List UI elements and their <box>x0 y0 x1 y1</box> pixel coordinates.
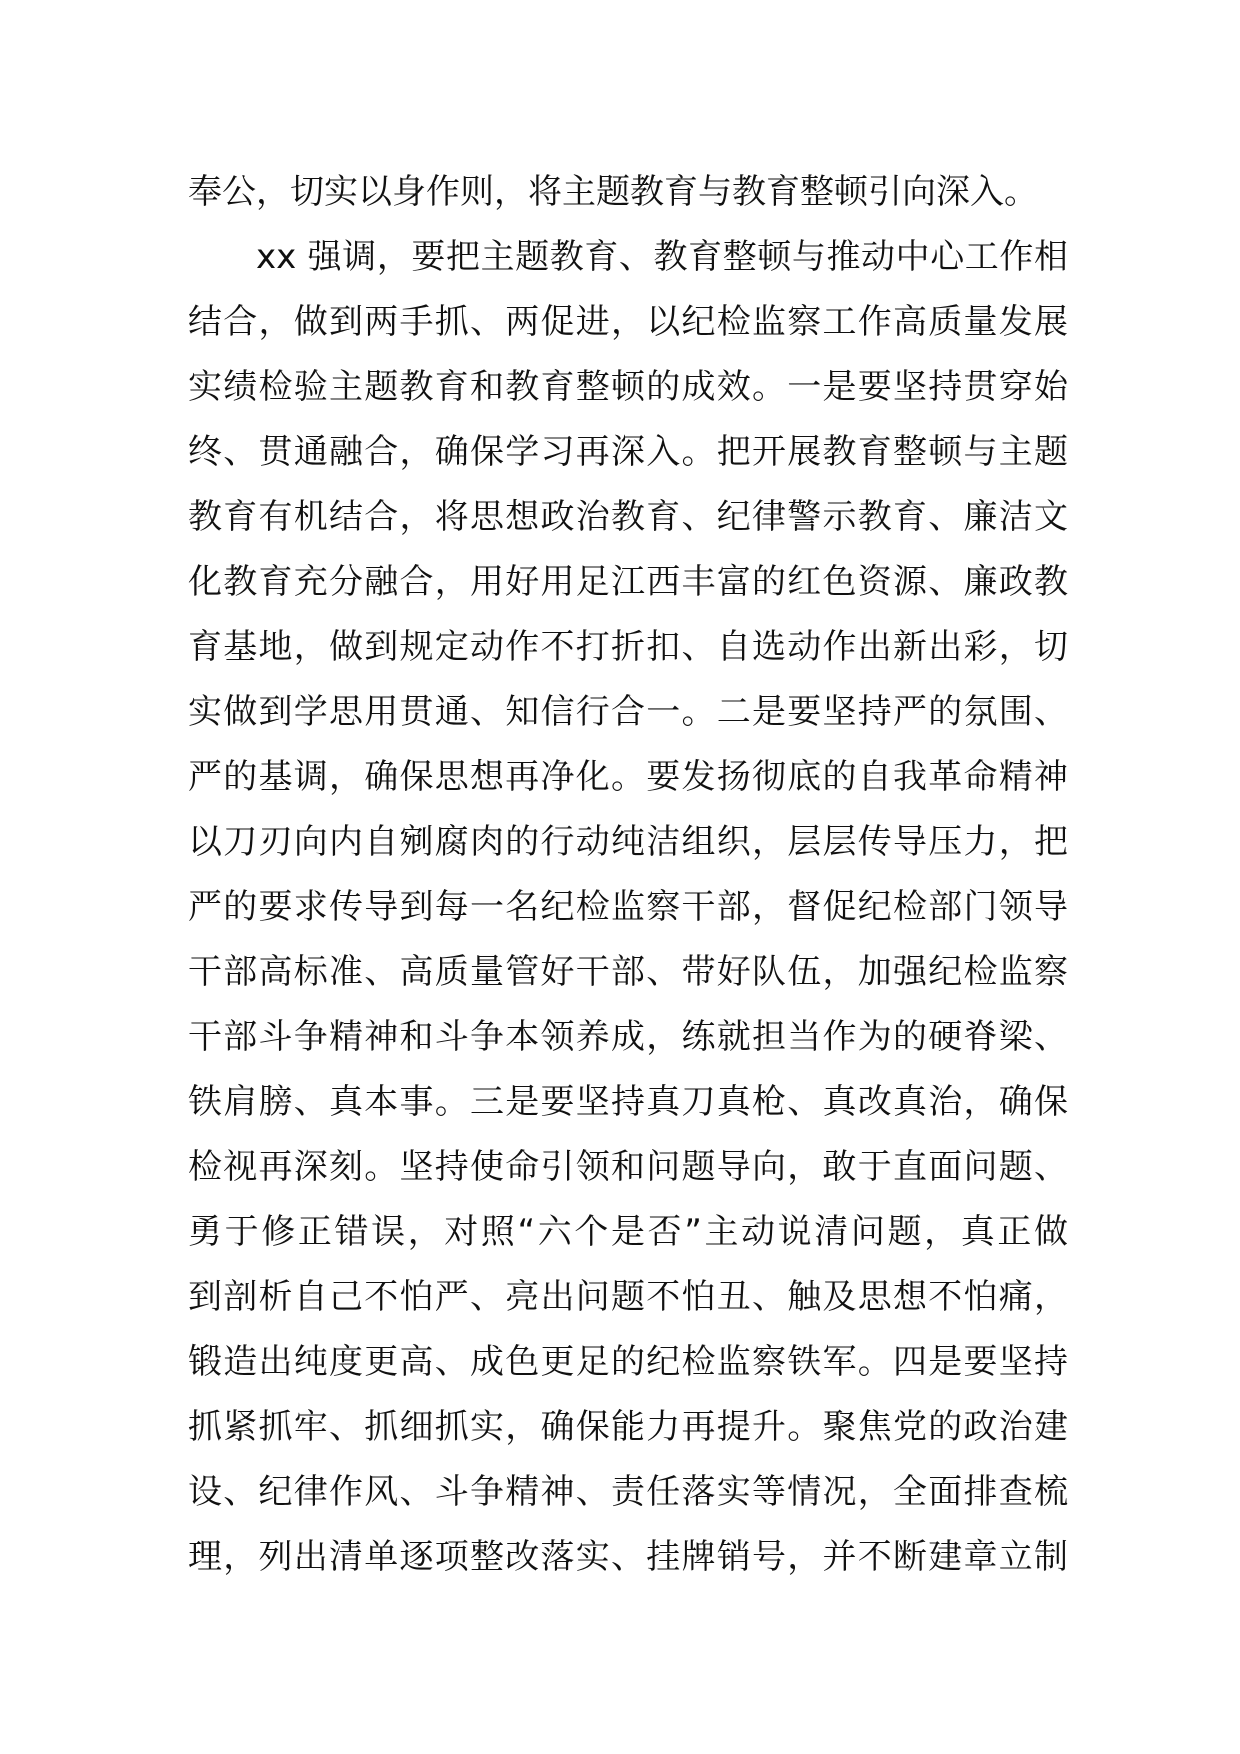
text-line: 教育有机结合，将思想政治教育、纪律警示教育、廉洁文 <box>188 497 1068 537</box>
text-line: xx 强调，要把主题教育、教育整顿与推动中心工作相 <box>256 237 1068 277</box>
text-line: 理，列出清单逐项整改落实、挂牌销号，并不断建章立制 <box>188 1537 1068 1577</box>
text-line: 检视再深刻。坚持使命引领和问题导向，敢于直面问题、 <box>188 1147 1068 1187</box>
text-line: 严的基调，确保思想再净化。要发扬彻底的自我革命精神 <box>188 757 1068 797</box>
text-line: 育基地，做到规定动作不打折扣、自选动作出新出彩，切 <box>188 627 1068 667</box>
text-line: 抓紧抓牢、抓细抓实，确保能力再提升。聚焦党的政治建 <box>188 1407 1068 1447</box>
text-line: 锻造出纯度更高、成色更足的纪检监察铁军。四是要坚持 <box>188 1342 1068 1382</box>
text-line: 设、纪律作风、斗争精神、责任落实等情况，全面排查梳 <box>188 1472 1068 1512</box>
text-line: 干部高标准、高质量管好干部、带好队伍，加强纪检监察 <box>188 952 1068 992</box>
text-line: 勇于修正错误，对照“六个是否”主动说清问题，真正做 <box>188 1212 1068 1252</box>
text-line: 奉公，切实以身作则，将主题教育与教育整顿引向深入。 <box>188 172 1038 212</box>
text-line: 终、贯通融合，确保学习再深入。把开展教育整顿与主题 <box>188 432 1068 472</box>
text-line: 实做到学思用贯通、知信行合一。二是要坚持严的氛围、 <box>188 692 1068 732</box>
text-line: 到剖析自己不怕严、亮出问题不怕丑、触及思想不怕痛， <box>188 1277 1068 1317</box>
body-text <box>188 160 1068 1590</box>
text-line: 实绩检验主题教育和教育整顿的成效。一是要坚持贯穿始 <box>188 367 1068 407</box>
text-line: 干部斗争精神和斗争本领养成，练就担当作为的硬脊梁、 <box>188 1017 1068 1057</box>
text-line: 以刀刃向内自剜腐肉的行动纯洁组织，层层传导压力，把 <box>188 822 1068 862</box>
text-line: 严的要求传导到每一名纪检监察干部，督促纪检部门领导 <box>188 887 1068 927</box>
text-line: 结合，做到两手抓、两促进，以纪检监察工作高质量发展 <box>188 302 1068 342</box>
text-line: 化教育充分融合，用好用足江西丰富的红色资源、廉政教 <box>188 562 1068 602</box>
text-line: 铁肩膀、真本事。三是要坚持真刀真枪、真改真治，确保 <box>188 1082 1068 1122</box>
